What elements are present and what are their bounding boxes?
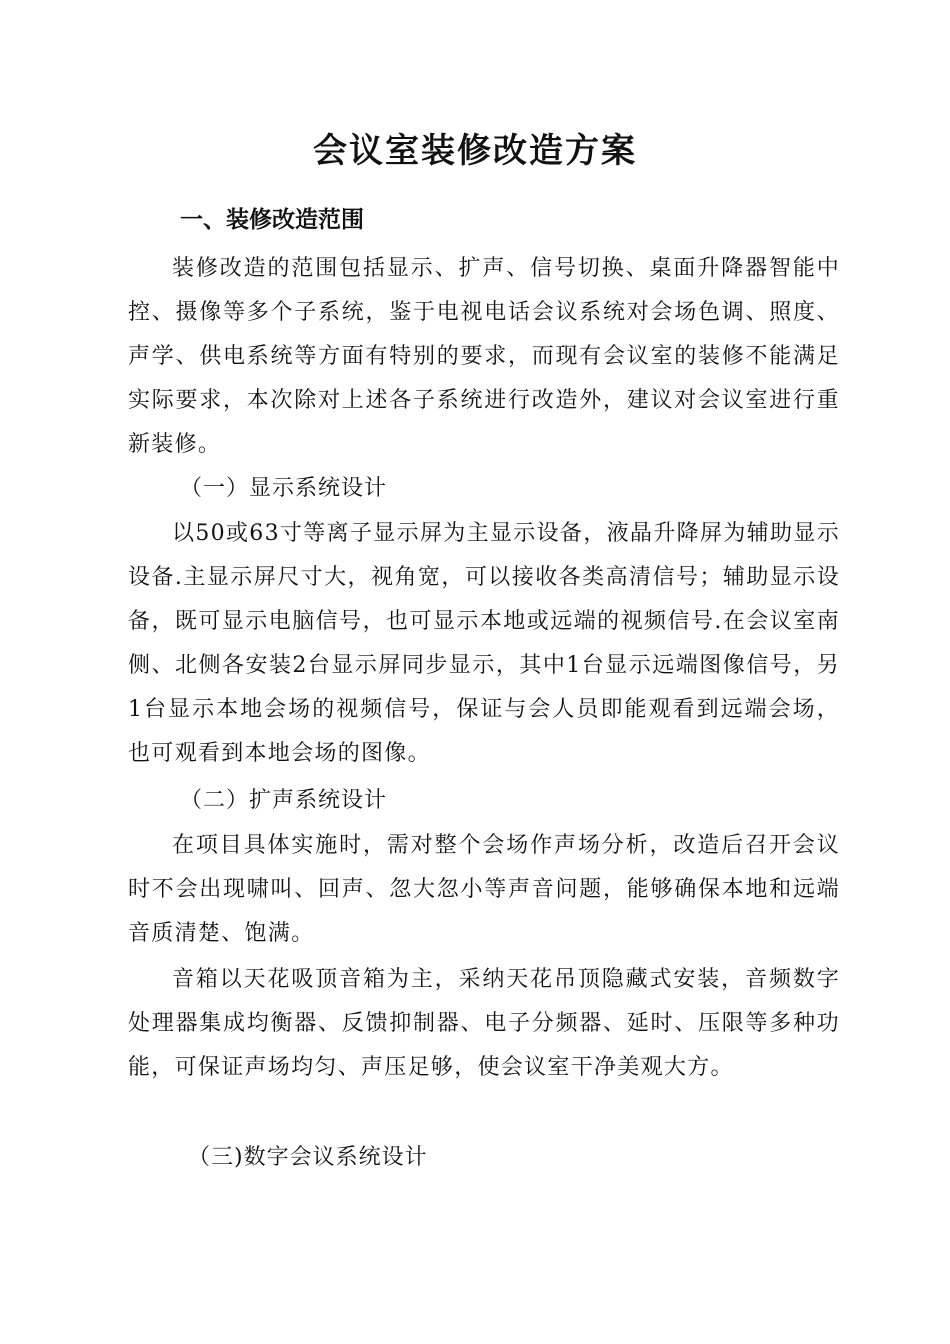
subheading-display-system: （一）显示系统设计 — [180, 476, 388, 501]
paragraph-scope: 装修改造的范围包括显示、扩声、信号切换、桌面升降器智能中控、摄像等多个子系统，鉴于电视电话会议系统对会场色调、照度、声学、供电系统等方面有特别的要求，而现有会议室的装修不能满足实际要求，本次除对上述各子系统进行改造外，建议对会议室进行重新装修。 — [128, 256, 840, 457]
subheading-sound-system: （二）扩声系统设计 — [180, 788, 388, 813]
paragraph-speakers: 音箱以天花吸顶音箱为主，采纳天花吊顶隐藏式安装，音频数字处理器集成均衡器、反馈抑制器、电子分频器、延时、压限等多种功能，可保证声场均匀、声压足够，使会议室干净美观大方。 — [128, 967, 840, 1080]
section-heading-scope: 一、装修改造范围 — [180, 207, 364, 233]
paragraph-sound-analysis: 在项目具体实施时，需对整个会场作声场分析，改造后召开会议时不会出现啸叫、回声、忽大忽小等声音问题，能够确保本地和远端音质清楚、饱满。 — [128, 833, 840, 946]
paragraph-display-system: 以50或63寸等离子显示屏为主显示设备，液晶升降屏为辅助显示设备.主显示屏尺寸大，视角宽，可以接收各类高清信号；辅助显示设备，既可显示电脑信号，也可显示本地或远端的视频信号.在会议室南侧、北侧各安装2台显示屏同步显示，其中1台显示远端图像信号，另1台显示本地会场的视频信号，保证与会人员即能观看到远端会场，也可观看到本地会场的图像。 — [128, 521, 840, 766]
document-title: 会议室装修改造方案 — [313, 131, 637, 171]
subheading-digital-conference-system: （三)数字会议系统设计 — [188, 1145, 428, 1170]
